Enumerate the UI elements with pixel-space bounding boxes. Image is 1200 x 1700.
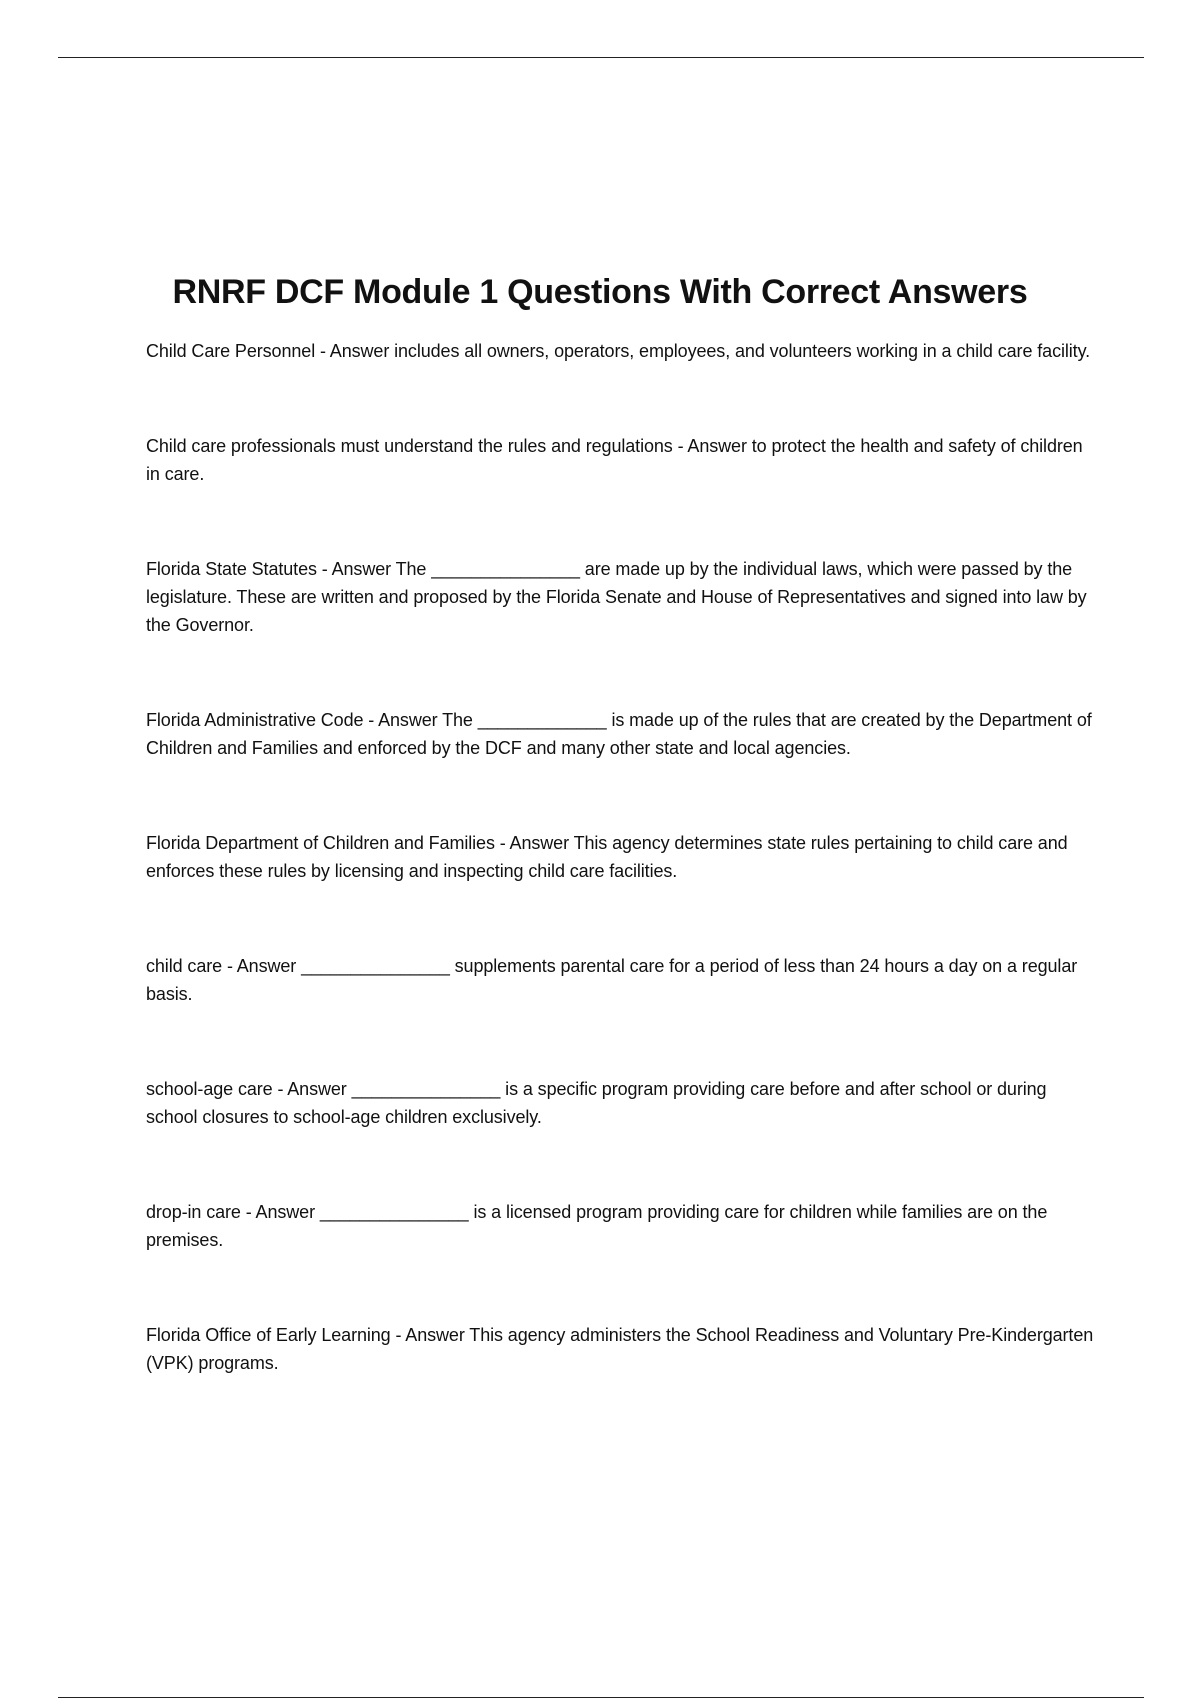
qa-answer: This agency administers the School Readiness and Voluntary Pre-Kindergarten (VPK) programs.: [146, 1325, 1094, 1373]
qa-item-drop-in-care: [146, 1198, 1096, 1254]
qa-term: drop-in care: [146, 1202, 241, 1222]
qa-term: Florida Office of Early Learning: [146, 1325, 391, 1345]
qa-answer: The _____________ is made up of the rules that are created by the Department of Children and Families and enforced by the DCF and many other state and local agencies.: [146, 710, 1092, 758]
qa-item-office-of-early-learning: [146, 1321, 1096, 1377]
qa-separator: - Answer: [315, 341, 395, 361]
qa-answer: _______________ is a specific program providing care before and after school or during school closures to school-age children exclusively.: [146, 1079, 1047, 1127]
qa-list: [146, 337, 1096, 1444]
qa-item-florida-state-statutes: [146, 555, 1096, 639]
qa-item-florida-dcf: [146, 829, 1096, 885]
qa-answer: to protect the health and safety of children in care.: [146, 436, 1083, 484]
qa-item-rules-and-regulations: [146, 432, 1096, 488]
qa-separator: - Answer: [494, 833, 574, 853]
qa-separator: - Answer: [222, 956, 302, 976]
qa-term: Florida Administrative Code: [146, 710, 364, 730]
qa-item-child-care-personnel: [146, 337, 1096, 365]
qa-item-school-age-care: [146, 1075, 1096, 1131]
qa-answer: This agency determines state rules pertaining to child care and enforces these rules by licensing and inspecting child care facilities.: [146, 833, 1068, 881]
qa-term: child care: [146, 956, 223, 976]
top-rule: [58, 57, 1144, 58]
qa-answer: includes all owners, operators, employees, and volunteers working in a child care facility.: [394, 341, 1091, 361]
qa-separator: - Answer: [272, 1079, 352, 1099]
qa-term: Child Care Personnel: [146, 341, 316, 361]
qa-answer: The _______________ are made up by the individual laws, which were passed by the legislature. These are written and proposed by the Florida Senate and House of Representatives and signed into law by the Governor.: [146, 559, 1087, 635]
qa-term: Florida State Statutes: [146, 559, 317, 579]
qa-answer: _______________ supplements parental care for a period of less than 24 hours a day on a regular basis.: [146, 956, 1078, 1004]
qa-term: school-age care: [146, 1079, 273, 1099]
bottom-rule: [58, 1697, 1144, 1698]
qa-separator: - Answer: [390, 1325, 470, 1345]
qa-item-florida-administrative-code: [146, 706, 1096, 762]
qa-item-child-care: [146, 952, 1096, 1008]
qa-separator: - Answer: [240, 1202, 320, 1222]
qa-separator: - Answer: [316, 559, 396, 579]
qa-separator: - Answer: [363, 710, 443, 730]
document-title: RNRF DCF Module 1 Questions With Correct Answers: [172, 273, 1028, 311]
qa-term: Child care professionals must understand the rules and regulations: [146, 436, 673, 456]
qa-term: Florida Department of Children and Families: [146, 833, 495, 853]
qa-answer: _______________ is a licensed program providing care for children while families are on the premises.: [146, 1202, 1048, 1250]
qa-separator: - Answer: [672, 436, 752, 456]
